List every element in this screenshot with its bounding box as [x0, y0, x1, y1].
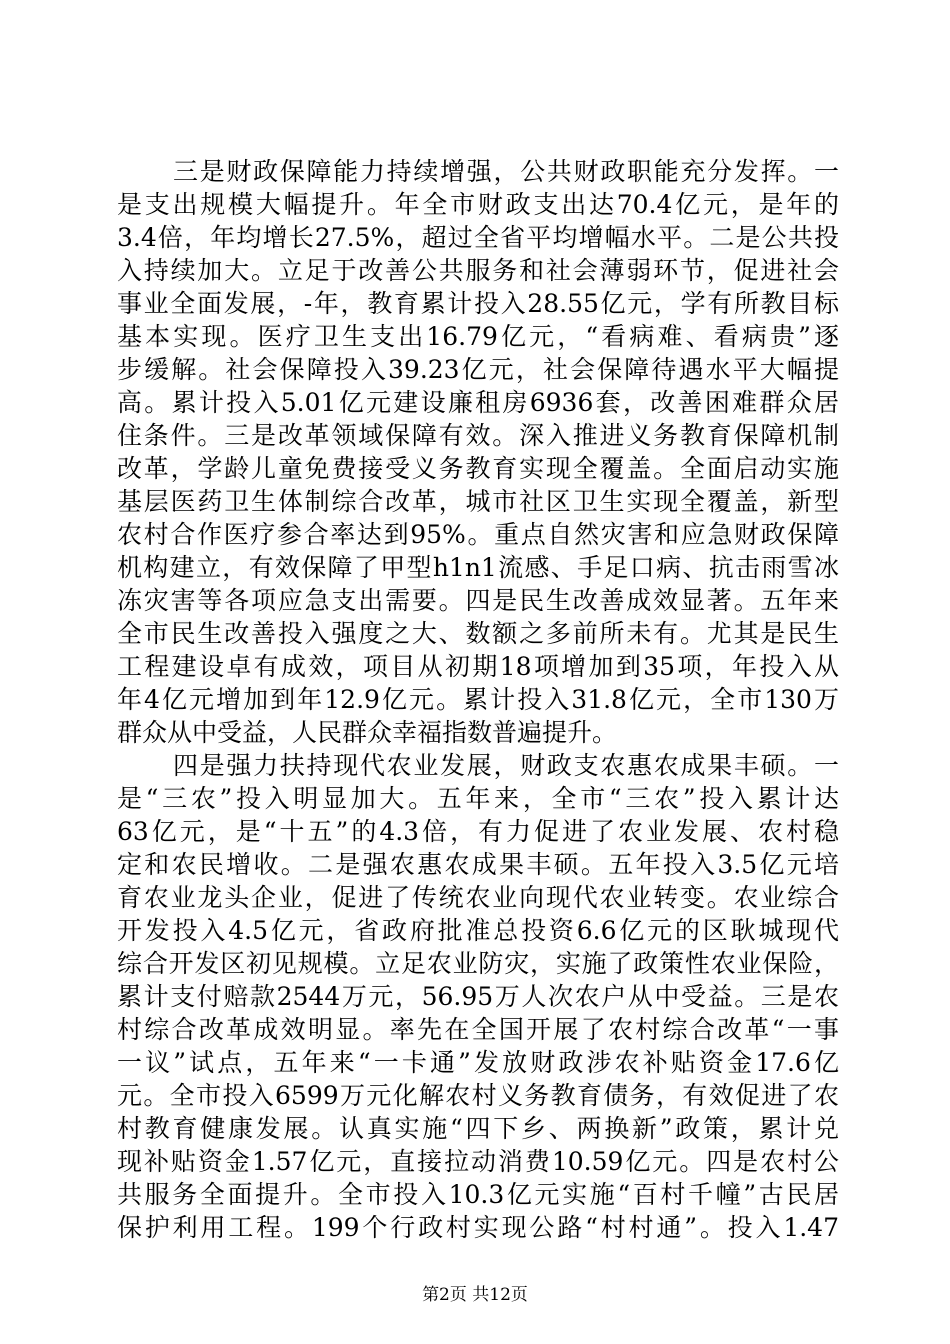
text-line: 开发投入4.5亿元，省政府批准总投资6.6亿元的区耿城现代: [117, 916, 839, 945]
text-line: 四是强力扶持现代农业发展，财政支农惠农成果丰硕。一: [173, 751, 839, 780]
text-line: 工程建设卓有成效，项目从初期18项增加到35项，年投入从: [117, 652, 839, 681]
page-footer: [0, 1280, 950, 1305]
text-line: 村教育健康发展。认真实施“四下乡、两换新”政策，累计兑: [117, 1114, 839, 1143]
text-line: 全市民生改善投入强度之大、数额之多前所未有。尤其是民生: [117, 619, 839, 648]
paragraph-fiscal-guarantee: [117, 155, 839, 749]
text-line: 改革，学龄儿童免费接受义务教育实现全覆盖。全面启动实施: [117, 454, 839, 483]
text-line: 基层医药卫生体制综合改革，城市社区卫生实现全覆盖，新型: [117, 487, 839, 516]
text-line: 基本实现。医疗卫生支出16.79亿元，“看病难、看病贵”逐: [117, 322, 839, 351]
text-line: 入持续加大。立足于改善公共服务和社会薄弱环节，促进社会: [117, 256, 839, 285]
text-line: 保护利用工程。199个行政村实现公路“村村通”。投入1.47: [117, 1213, 839, 1242]
text-line: 育农业龙头企业，促进了传统农业向现代农业转变。农业综合: [117, 883, 839, 912]
text-line: 是“三农”投入明显加大。五年来，全市“三农”投入累计达: [117, 784, 839, 813]
text-line: 群众从中受益，人民群众幸福指数普遍提升。: [117, 718, 618, 747]
text-line: 步缓解。社会保障投入39.23亿元，社会保障待遇水平大幅提: [117, 355, 839, 384]
text-line: 年4亿元增加到年12.9亿元。累计投入31.8亿元，全市130万: [117, 685, 839, 714]
text-line: 事业全面发展，-年，教育累计投入28.55亿元，学有所教目标: [117, 289, 839, 318]
text-line: 定和农民增收。二是强农惠农成果丰硕。五年投入3.5亿元培: [117, 850, 839, 879]
text-line: 住条件。三是改革领域保障有效。深入推进义务教育保障机制: [117, 421, 839, 450]
text-line: 村综合改革成效明显。率先在全国开展了农村综合改革“一事: [117, 1015, 839, 1044]
text-line: 机构建立，有效保障了甲型h1n1流感、手足口病、抗击雨雪冰: [117, 553, 839, 582]
text-line: 元。全市投入6599万元化解农村义务教育债务，有效促进了农: [117, 1081, 839, 1110]
paragraph-agriculture-support: [117, 749, 839, 1244]
text-line: 农村合作医疗参合率达到95%。重点自然灾害和应急财政保障: [117, 520, 839, 549]
text-line: 综合开发区初见规模。立足农业防灾，实施了政策性农业保险，: [117, 949, 839, 978]
text-line: 冻灾害等各项应急支出需要。四是民生改善成效显著。五年来: [117, 586, 839, 615]
text-line: 累计支付赔款2544万元，56.95万人次农户从中受益。三是农: [117, 982, 839, 1011]
text-line: 是支出规模大幅提升。年全市财政支出达70.4亿元，是年的: [117, 190, 839, 219]
text-line: 高。累计投入5.01亿元建设廉租房6936套，改善困难群众居: [117, 388, 839, 417]
text-line: 共服务全面提升。全市投入10.3亿元实施“百村千幢”古民居: [117, 1180, 839, 1209]
page-number-label: 第2页 共12页: [422, 1285, 528, 1305]
text-line: 一议”试点，五年来“一卡通”发放财政涉农补贴资金17.6亿: [117, 1048, 839, 1077]
document-body: [117, 155, 839, 1244]
text-line: 现补贴资金1.57亿元，直接拉动消费10.59亿元。四是农村公: [117, 1147, 839, 1176]
text-line: 3.4倍，年均增长27.5%，超过全省平均增幅水平。二是公共投: [117, 223, 839, 252]
text-line: 63亿元，是“十五”的4.3倍，有力促进了农业发展、农村稳: [117, 817, 839, 846]
text-line: 三是财政保障能力持续增强，公共财政职能充分发挥。一: [173, 157, 839, 186]
